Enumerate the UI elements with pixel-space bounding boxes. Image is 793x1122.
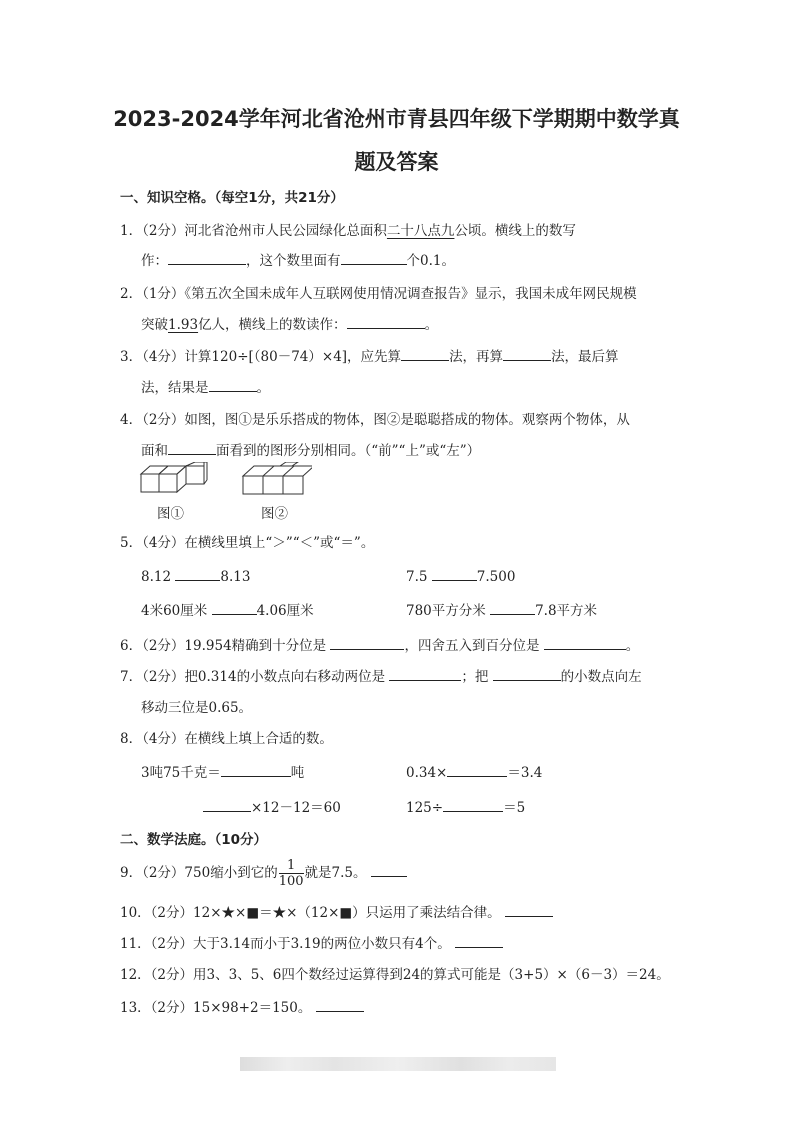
question-7-line2: 移动三位是0.65。: [141, 700, 253, 716]
answer-blank[interactable]: [490, 600, 535, 615]
question-8-item: 0.34× ＝3.4: [406, 761, 542, 781]
answer-blank[interactable]: [209, 377, 257, 392]
answer-blank[interactable]: [432, 566, 477, 581]
question-3-line2: 法，结果是 。: [141, 376, 270, 396]
question-5-item: 4米60厘米 4.06厘米: [141, 599, 314, 619]
question-8-line1: 8．（4分）在横线上填上合适的数。: [120, 731, 333, 747]
answer-blank[interactable]: [443, 797, 503, 812]
answer-blank[interactable]: [168, 250, 246, 265]
answer-blank[interactable]: [544, 635, 626, 650]
answer-blank[interactable]: [316, 997, 364, 1012]
answer-blank[interactable]: [221, 762, 291, 777]
question-1-line1: 1．（2分）河北省沧州市人民公园绿化总面积二十八点九公顷。横线上的数写: [120, 223, 576, 239]
question-8-item: 3吨75千克＝ 吨: [141, 761, 304, 781]
cube-figure-1: [138, 462, 210, 498]
question-8-item: 125÷ ＝5: [406, 796, 525, 816]
underlined-number-text: 二十八点九: [386, 223, 455, 239]
question-5-item: 8.12 8.13: [141, 566, 250, 585]
blurred-footer-watermark: [240, 1057, 556, 1071]
answer-blank[interactable]: [455, 933, 503, 948]
answer-blank[interactable]: [389, 666, 461, 681]
answer-blank[interactable]: [330, 635, 404, 650]
figure-1-label: 图①: [157, 506, 184, 522]
section-2-heading: 二、数学法庭。（10分）: [120, 832, 268, 848]
question-2-line1: 2．（1分）《第五次全国未成年人互联网使用情况调查报告》显示，我国未成年网民规模: [120, 286, 637, 302]
answer-blank[interactable]: [347, 314, 425, 329]
answer-blank[interactable]: [371, 862, 407, 877]
question-3-line1: 3．（4分）计算120÷[（80－74）×4]，应先算 法，再算 法，最后算: [120, 345, 619, 365]
underlined-number-text: 1.93: [168, 317, 199, 333]
answer-blank[interactable]: [493, 666, 561, 681]
question-6-line1: 6．（2分）19.954精确到十分位是 ，四舍五入到百分位是 。: [120, 634, 639, 654]
answer-blank[interactable]: [505, 902, 553, 917]
question-13-line1: 13．（2分）15×98+2＝150。: [120, 996, 364, 1016]
question-4-line2: 面和 面看到的图形分别相同。（“前”“上”或“左”）: [141, 439, 480, 459]
question-2-line2: 突破1.93亿人，横线上的数读作： 。: [141, 313, 438, 333]
question-8-item: ×12－12＝60: [203, 796, 341, 816]
question-5-line1: 5．（4分）在横线里填上“＞”“＜”或“＝”。: [120, 535, 375, 551]
question-11-line1: 11．（2分）大于3.14而小于3.19的两位小数只有4个。: [120, 932, 503, 952]
answer-blank[interactable]: [341, 250, 407, 265]
answer-blank[interactable]: [203, 797, 251, 812]
question-9-line1: 9．（2分）750缩小到它的 $\frac{1}{100}$ 就是7.5。: [120, 858, 407, 889]
answer-blank[interactable]: [503, 346, 551, 361]
cube-figure-2: [240, 462, 312, 498]
question-1-line2: 作： ，这个数里面有 个0.1。: [141, 249, 455, 269]
answer-blank[interactable]: [168, 440, 216, 455]
section-1-heading: 一、知识空格。（每空1分，共21分）: [120, 190, 344, 206]
answer-blank[interactable]: [175, 566, 220, 581]
page-title-line2: 题及答案: [354, 150, 439, 174]
answer-blank[interactable]: [447, 762, 507, 777]
question-10-line1: 10．（2分）12×★×■＝★×（12×■）只运用了乘法结合律。: [120, 901, 553, 921]
question-12-line1: 12．（2分）用3、3、5、6四个数经过运算得到24的算式可能是（3+5）×（6－3）＝24。: [120, 967, 670, 983]
question-5-item: 7.5 7.500: [406, 566, 515, 585]
answer-blank[interactable]: [401, 346, 449, 361]
question-5-item: 780平方分米 7.8平方米: [406, 599, 597, 619]
question-7-line1: 7．（2分）把0.314的小数点向右移动两位是 ；把 的小数点向左: [120, 665, 642, 685]
question-4-line1: 4．（2分）如图，图①是乐乐搭成的物体，图②是聪聪搭成的物体。观察两个物体，从: [120, 412, 630, 428]
answer-blank[interactable]: [212, 600, 257, 615]
fraction-1-100: $\frac{1}{100}$: [278, 858, 304, 889]
figure-2-label: 图②: [261, 506, 288, 522]
page-title-line1: 2023-2024学年河北省沧州市青县四年级下学期期中数学真: [113, 107, 680, 131]
